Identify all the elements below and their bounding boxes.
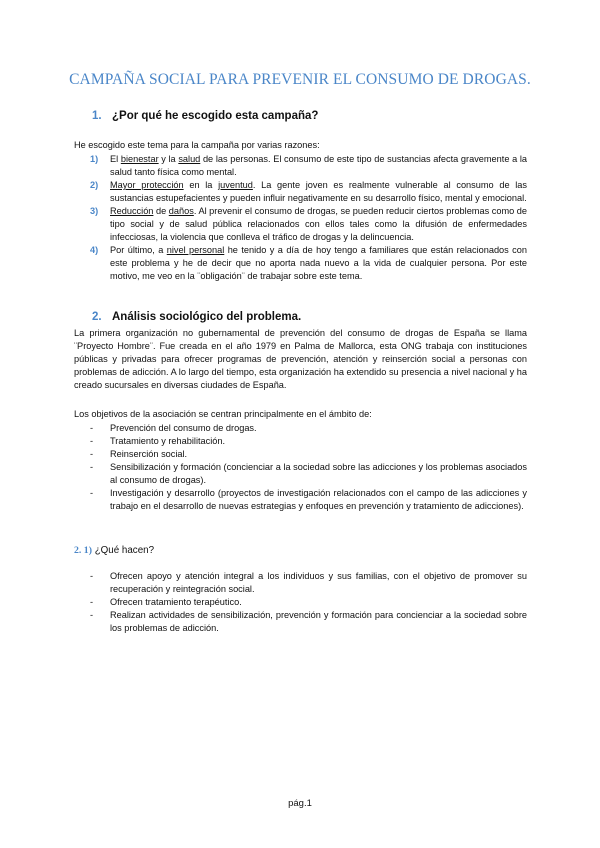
underlined-term: Mayor protección <box>110 180 184 190</box>
underlined-term: Reducción <box>110 206 154 216</box>
list-item: - Sensibilización y formación (concienciar a la sociedad sobre las adicciones y los problemas asociados al consumo de drogas). <box>90 462 527 485</box>
section-2-number: 2. <box>92 311 102 323</box>
underlined-term: juventud <box>218 180 253 190</box>
list-item: 4) Por último, a nivel personal he tenido y a día de hoy tengo a familiares que están relacionados con este problema y he de decir que no aporta nada nuevo a la vida de cualquier persona. Por este motivo, me veo en la ¨obligación¨ de trabajar sobre este tema. <box>90 245 527 281</box>
section-2-heading <box>92 311 301 323</box>
section-1-number: 1. <box>92 110 102 122</box>
list-item: - Prevención del consumo de drogas. <box>90 423 257 433</box>
objectives-list <box>90 422 527 513</box>
section-1-intro: He escogido este tema para la campaña por varias razones: <box>74 140 320 150</box>
list-item: - Reinserción social. <box>90 449 188 459</box>
list-item: - Investigación y desarrollo (proyectos de investigación relacionados con el campo de las adicciones y trabajo en el desarrollo de nuevas estrategias y enfoques en prevención y tratamiento de adicciones). <box>90 488 527 511</box>
list-item: - Realizan actividades de sensibilización, prevención y formación para concienciar a la sociedad sobre los problemas de adicción. <box>90 610 527 633</box>
underlined-term: nivel personal <box>166 245 225 255</box>
section-2-paragraph: La primera organización no gubernamental de prevención del consumo de drogas de España se llama ¨Proyecto Hombre¨. Fue creada en el año 1979 en Palma de Mallorca, esta ONG trabaja con instituciones públicas y privadas para ofrecer programas de prevención, atención y reinserción social a personas con problemas de adicción. A lo largo del tiempo, esta organización ha extendido su presencia a nivel nacional y ha creado sucursales en diversas ciudades de España. <box>74 328 527 390</box>
list-item: - Ofrecen apoyo y atención integral a los individuos y sus familias, con el objetivo de promover su recuperación y reintegración social. <box>90 571 527 594</box>
subsection-heading <box>74 545 154 556</box>
objectives-intro: Los objetivos de la asociación se centran principalmente en el ámbito de: <box>74 409 372 419</box>
list-item: - Ofrecen tratamiento terapéutico. <box>90 597 242 607</box>
page-number: pág.1 <box>288 798 312 809</box>
underlined-term: bienestar <box>120 154 159 164</box>
activities-list <box>90 570 527 635</box>
list-item: - Tratamiento y rehabilitación. <box>90 436 226 446</box>
document-title: CAMPAÑA SOCIAL PARA PREVENIR EL CONSUMO DE DROGAS. <box>69 71 531 88</box>
underlined-term: daños <box>168 206 194 216</box>
underlined-term: salud <box>178 154 201 164</box>
list-item: 3) Reducción de daños. Al prevenir el consumo de drogas, se pueden reducir ciertos problemas como de tipo social y de salud pública relacionados con ellos tales como la difusión de enfermedades infecciosas, la violencia que conlleva el tráfico de drogas y la delincuencia. <box>90 206 527 242</box>
subsection-title: ¿Qué hacen? <box>91 545 155 556</box>
list-item: 1) El bienestar y la salud de las personas. El consumo de este tipo de sustancias afecta gravemente a la salud tanto física como mental. <box>90 154 527 177</box>
subsection-number: 2. 1) <box>74 545 92 556</box>
reasons-list <box>90 153 527 283</box>
section-1-heading <box>92 110 318 122</box>
section-1-title: ¿Por qué he escogido esta campaña? <box>112 110 319 122</box>
section-2-title: Análisis sociológico del problema. <box>112 311 302 323</box>
list-item: 2) Mayor protección en la juventud. La gente joven es realmente vulnerable al consumo de las sustancias estupefacientes y pueden influir negativamente en su desarrollo físico, mental y emocional. <box>90 180 528 203</box>
